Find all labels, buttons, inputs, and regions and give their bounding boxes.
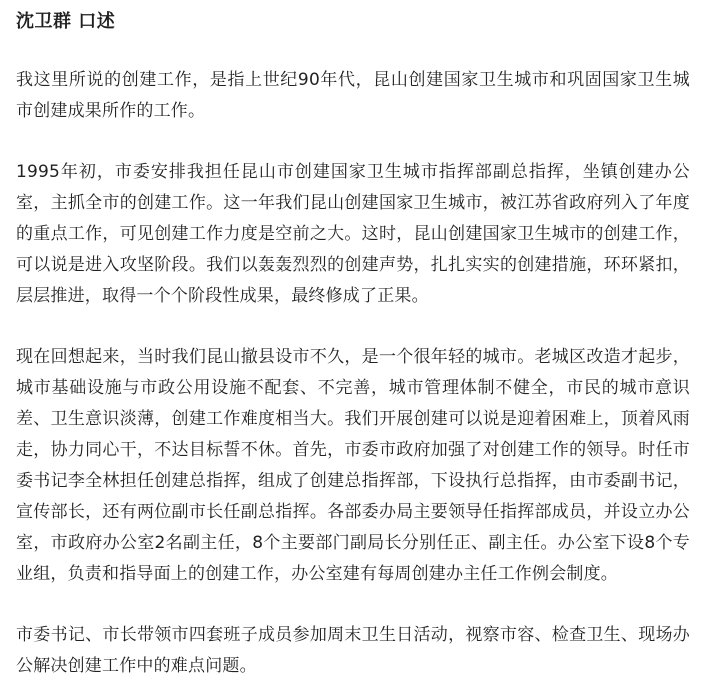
article-paragraph-1: 我这里所说的创建工作，是指上世纪90年代，昆山创建国家卫生城市和巩固国家卫生城市创建成果所作的工作。 — [16, 70, 690, 121]
article-byline: 沈卫群 口述 — [16, 11, 116, 32]
article-paragraph-2: 1995年初，市委安排我担任昆山市创建国家卫生城市指挥部副总指挥，坐镇创建办公室，主抓全市的创建工作。这一年我们昆山创建国家卫生城市，被江苏省政府列入了年度的重点工作，可见创建工作力度是空前之大。这时，昆山创建国家卫生城市的创建工作，可以说是进入攻坚阶段。我们以轰轰烈烈的创建声势，扎扎实实的创建措施，环环紧扣，层层推进，取得一个个阶段性成果，最终修成了正果。 — [16, 162, 690, 306]
article-paragraph-4: 市委书记、市长带领市四套班子成员参加周末卫生日活动，视察市容、检查卫生、现场办公解决创建工作中的难点问题。 — [16, 625, 690, 676]
article-paragraph-3: 现在回想起来，当时我们昆山撤县设市不久，是一个很年轻的城市。老城区改造才起步，城市基础设施与市政公用设施不配套、不完善，城市管理体制不健全，市民的城市意识差、卫生意识淡薄，创建工作难度相当大。我们开展创建可以说是迎着困难上，顶着风雨走，协力同心干，不达目标誓不休。首先，市委市政府加强了对创建工作的领导。时任市委书记李全林担任创建总指挥，组成了创建总指挥部，下设执行总指挥，由市委副书记，宣传部长，还有两位副市长任副总指挥。各部委办局主要领导任指挥部成员，并设立办公室，市政府办公室2名副主任，8个主要部门副局长分别任正、副主任。办公室下设8个专业组，负责和指导面上的创建工作，办公室建有每周创建办主任工作例会制度。 — [16, 347, 690, 584]
